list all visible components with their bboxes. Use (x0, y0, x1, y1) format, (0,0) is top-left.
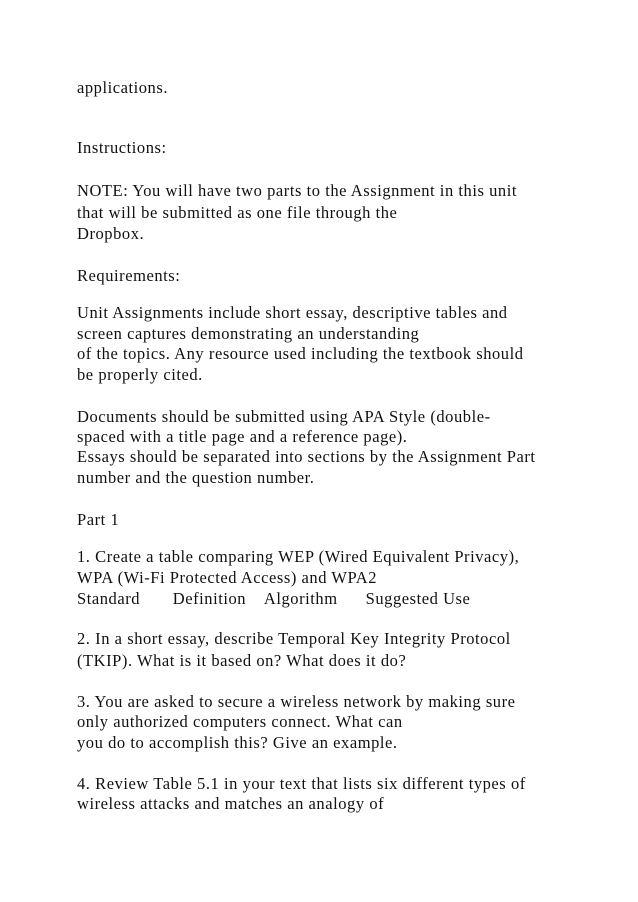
text-line: you do to accomplish this? Give an example. (77, 733, 398, 752)
text-line: be properly cited. (77, 365, 203, 384)
text-line: only authorized computers connect. What can (77, 712, 403, 731)
text-line: Dropbox. (77, 224, 145, 243)
text-line: that will be submitted as one file through the (77, 203, 398, 222)
text-line: Documents should be submitted using APA Style (double- (77, 407, 491, 426)
text-line: Instructions: (77, 138, 167, 157)
text-line: number and the question number. (77, 468, 315, 487)
text-line: WPA (Wi-Fi Protected Access) and WPA2 (77, 568, 378, 587)
text-line: (TKIP). What is it based on? What does it do? (77, 651, 407, 670)
text-line: Standard Definition Algorithm Suggested Use (77, 589, 471, 608)
text-line: 4. Review Table 5.1 in your text that lists six different types of (77, 774, 526, 793)
text-line: applications. (77, 78, 169, 97)
text-line: screen captures demonstrating an understanding (77, 324, 420, 343)
text-line: Essays should be separated into sections by the Assignment Part (77, 447, 536, 466)
text-line: of the topics. Any resource used including the textbook should (77, 344, 524, 363)
text-line: wireless attacks and matches an analogy of (77, 794, 385, 813)
text-line: 1. Create a table comparing WEP (Wired Equivalent Privacy), (77, 547, 520, 566)
text-line: Part 1 (77, 510, 120, 529)
text-line: Requirements: (77, 266, 181, 285)
text-line: 2. In a short essay, describe Temporal Key Integrity Protocol (77, 629, 511, 648)
text-line: spaced with a title page and a reference page). (77, 427, 408, 446)
text-line: Unit Assignments include short essay, descriptive tables and (77, 303, 508, 322)
text-line: NOTE: You will have two parts to the Assignment in this unit (77, 181, 517, 200)
text-line: 3. You are asked to secure a wireless network by making sure (77, 692, 516, 711)
